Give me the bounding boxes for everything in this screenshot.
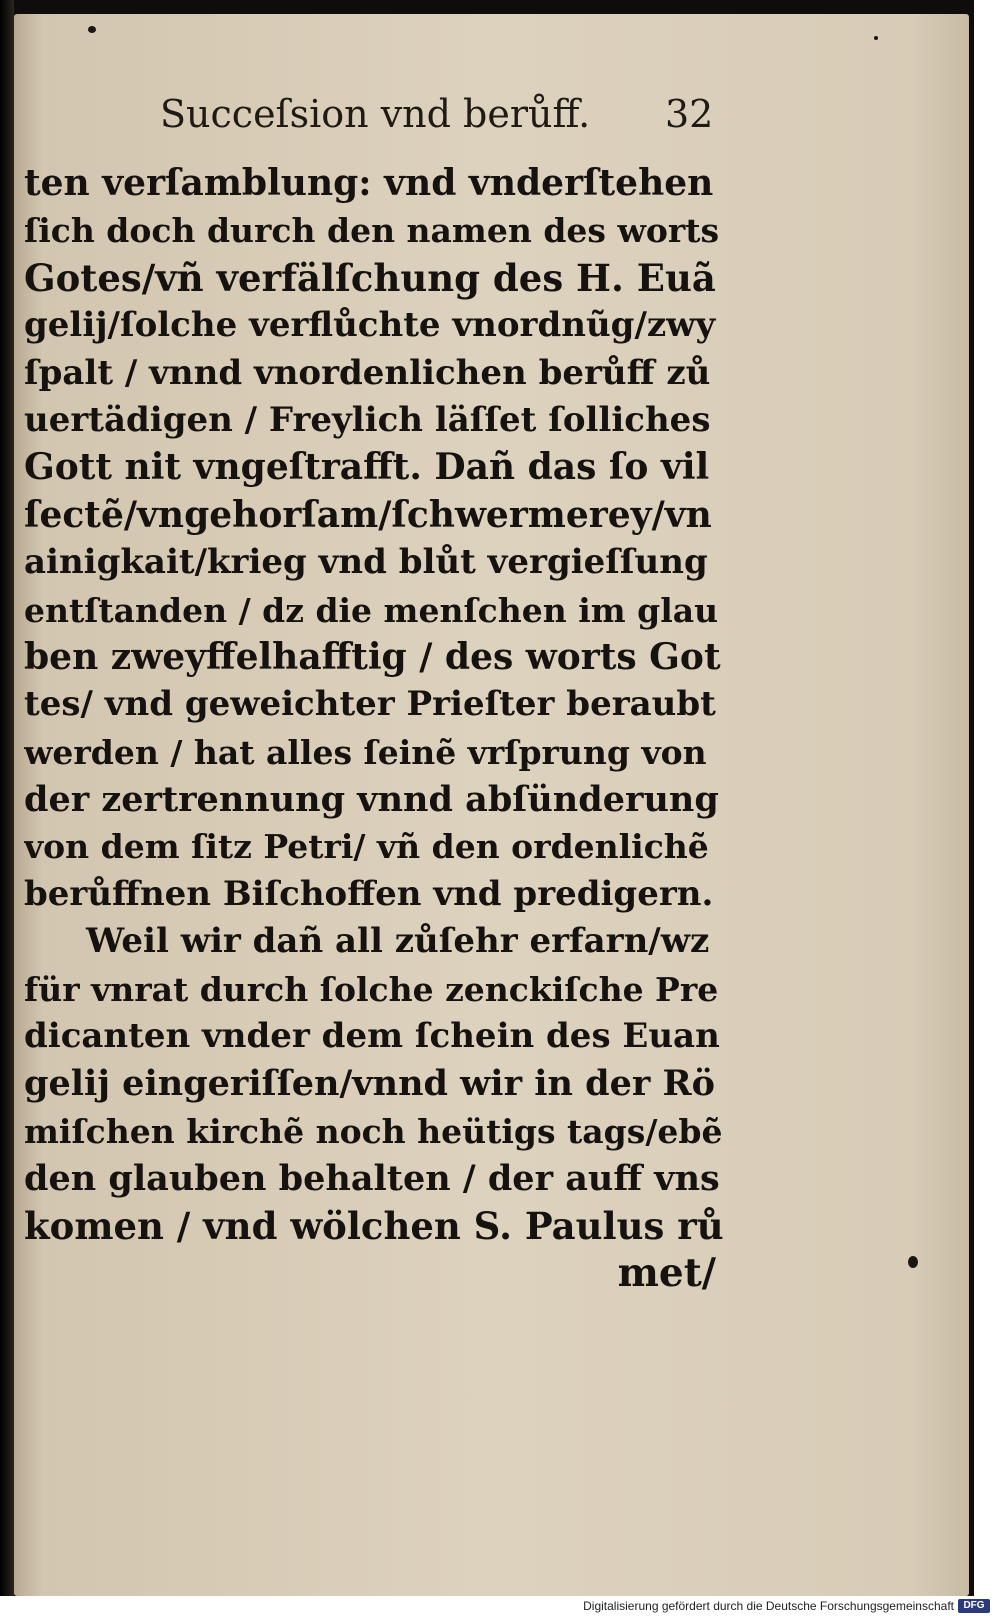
running-head	[160, 92, 720, 142]
text-line: gelij eingeriſſen/vnnd wir in der Rö	[24, 1063, 715, 1105]
running-head-title: Succeſsion vnd berůff.	[160, 92, 591, 136]
ink-speck	[874, 36, 878, 40]
text-line: der zertrennung vnnd abſünderung	[24, 779, 719, 821]
body-text	[24, 160, 724, 1297]
text-line: Gott nit vngeſtrafft. Dañ das ſo vil	[24, 446, 710, 489]
text-line: werden / hat alles ſeinẽ vrſprung von	[24, 732, 707, 772]
funding-credit: Digitalisierung gefördert durch die Deutsche Forschungsgemeinschaft	[583, 1599, 954, 1613]
text-line: miſchen kirchẽ noch heütigs tags/ebẽ	[24, 1111, 723, 1151]
text-line: Gotes/vñ verfälſchung des H. Euã	[24, 255, 716, 300]
ink-speck	[88, 26, 96, 33]
text-line: ben zweyffelhafftig / des worts Got	[24, 635, 721, 678]
text-line: ſich doch durch den namen des worts	[24, 211, 720, 251]
text-line: von dem ſitz Petri/ vñ den ordenlichẽ	[24, 827, 709, 867]
paragraph-start-line: Weil wir dañ all zůſehr erfarn/wz	[86, 921, 710, 962]
text-line: für vnrat durch ſolche zenckiſche Pre	[24, 969, 719, 1009]
text-line: berůffnen Biſchoffen vnd predigern.	[24, 873, 714, 914]
text-line: komen / vnd wölchen S. Paulus rů	[24, 1203, 724, 1248]
digitization-footer	[0, 1597, 1000, 1616]
text-line: entſtanden / dz die menſchen im glau	[24, 590, 719, 630]
text-line: tes/ vnd geweichter Prieſter beraubt	[24, 684, 716, 725]
text-line: ainigkait/krieg vnd blůt vergieſſung	[24, 542, 708, 583]
text-line: den glauben behalten / der auff vns	[24, 1158, 720, 1200]
catchword: met/	[617, 1249, 716, 1296]
text-line: uertädigen / Freylich läſſet ſolliches	[24, 399, 711, 440]
text-line: dicanten vnder dem ſchein des Euan	[24, 1016, 720, 1057]
dfg-logo: DFG	[958, 1599, 990, 1613]
page-number: 32	[665, 92, 714, 136]
text-line: ſpalt / vnnd vnordenlichen berůff zů	[24, 352, 711, 393]
binding-shadow	[0, 0, 14, 1596]
ink-speck	[908, 1256, 918, 1268]
text-line: ſectẽ/vngehorſam/ſchwermerey/vn	[24, 493, 712, 536]
text-line: gelij/ſolche verflůchte vnordnũg/zwy	[24, 305, 716, 346]
text-line: ten verſamblung: vnd vnderſtehen	[24, 162, 714, 204]
